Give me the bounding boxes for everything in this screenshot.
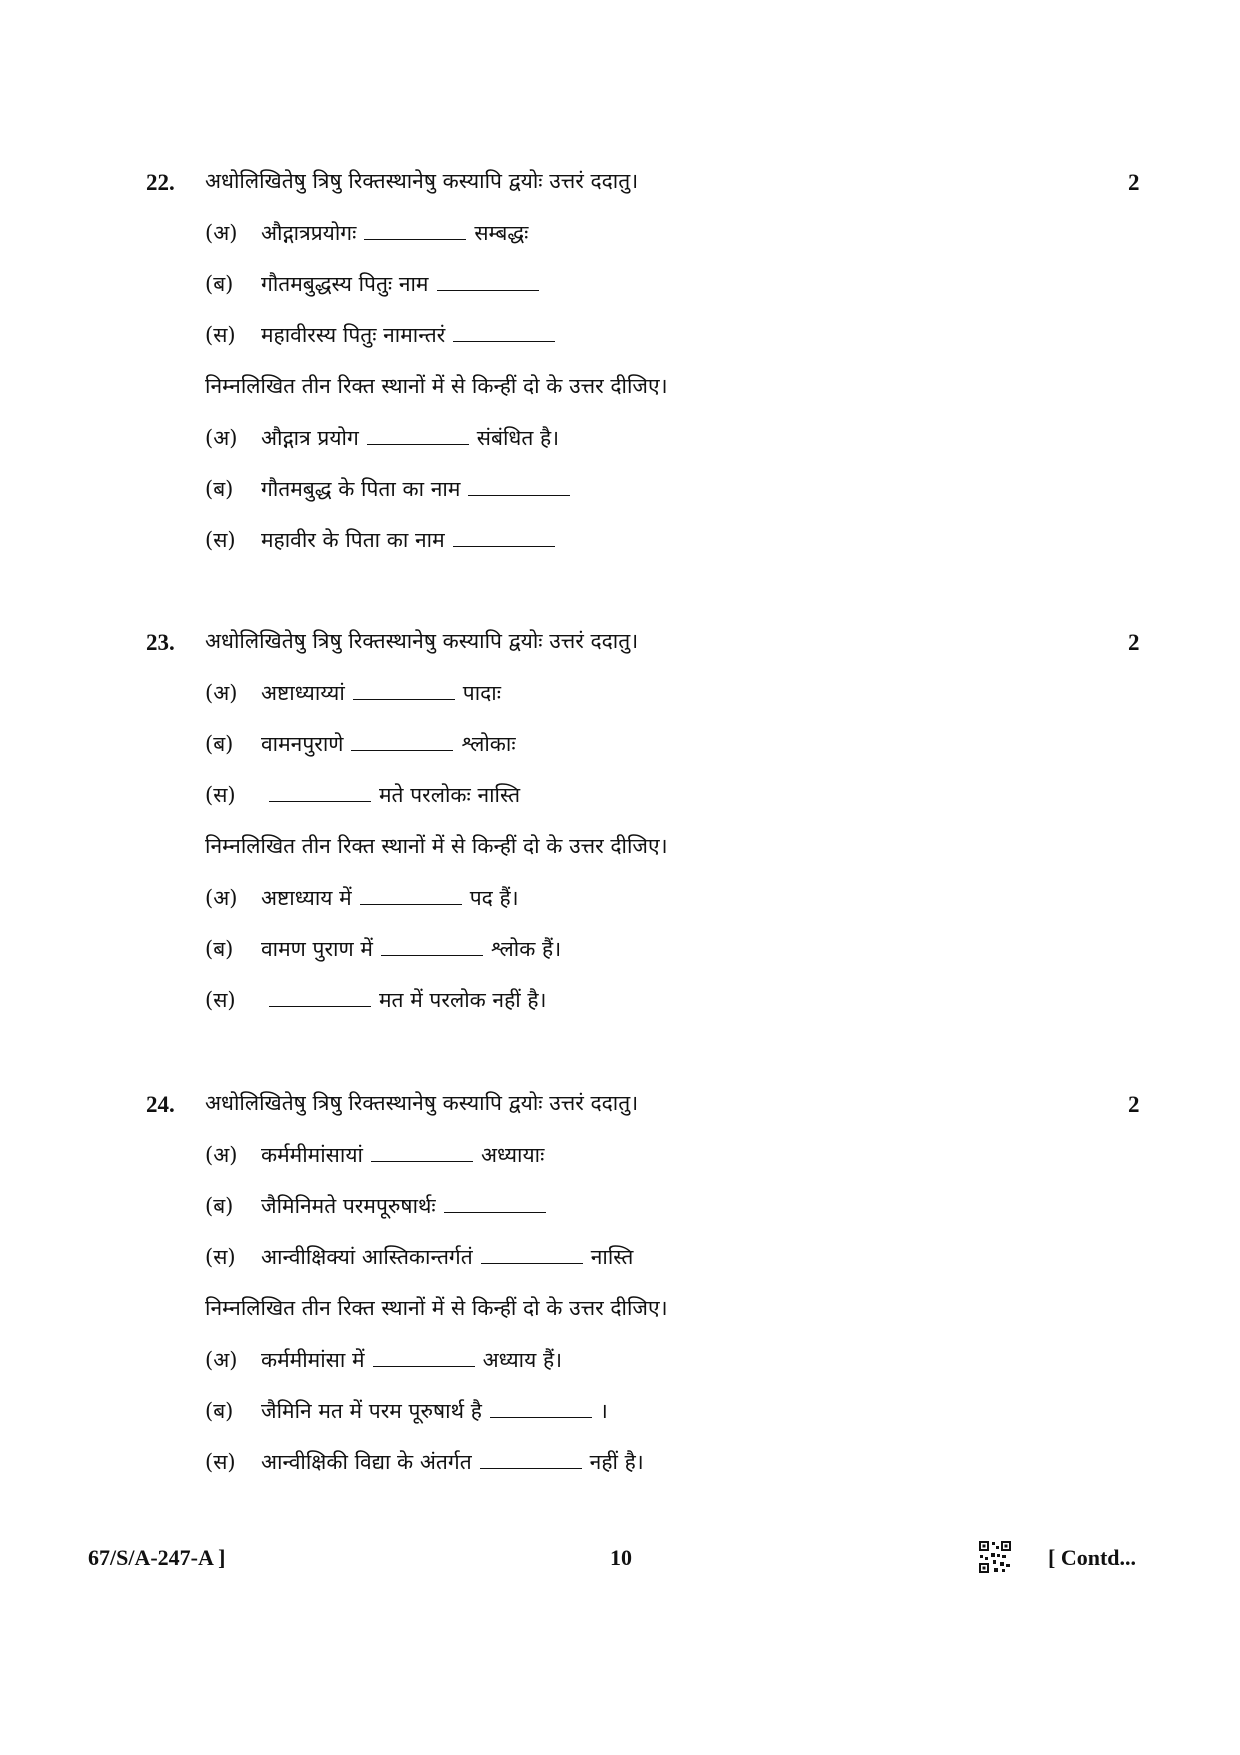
option-text-before: महावीरस्य पितुः नामान्तरं	[261, 323, 446, 347]
option-label: (ब)	[205, 1399, 234, 1423]
option-text-after: मते परलोकः नास्ति	[379, 783, 521, 807]
option-line	[205, 985, 546, 1015]
fill-in-blank[interactable]	[360, 886, 462, 905]
option-text-before: जैमिनिमते परमपूरुषार्थः	[261, 1194, 436, 1218]
question-number: 24.	[146, 1092, 175, 1117]
option-line	[205, 1396, 608, 1426]
option-text-after: मत में परलोक नहीं है।	[379, 988, 547, 1012]
option-text-after: श्लोकाः	[461, 732, 516, 756]
sanskrit-question-stem: अधोलिखितेषु त्रिषु रिक्तस्थानेषु कस्यापि द्वयोः उत्तरं ददातु।	[205, 629, 639, 653]
option-line	[205, 729, 516, 759]
option-text-after: ।	[599, 1399, 608, 1423]
option-label: (अ)	[205, 1348, 238, 1372]
fill-in-blank[interactable]	[453, 528, 555, 547]
fill-in-blank[interactable]	[269, 988, 371, 1007]
option-line	[205, 474, 578, 504]
hindi-question-stem: निम्नलिखित तीन रिक्त स्थानों में से किन्हीं दो के उत्तर दीजिए।	[205, 834, 668, 858]
option-text-after: श्लोक हैं।	[490, 937, 562, 961]
question-number: 22.	[146, 170, 175, 195]
option-text-before: अष्टाध्याय में	[261, 886, 352, 910]
fill-in-blank[interactable]	[351, 732, 453, 751]
option-text-before: अष्टाध्याय्यां	[261, 681, 345, 705]
option-text-after: पद हैं।	[469, 886, 519, 910]
option-label: (अ)	[205, 426, 238, 450]
option-line	[205, 883, 519, 913]
hindi-question-stem: निम्नलिखित तीन रिक्त स्थानों में से किन्हीं दो के उत्तर दीजिए।	[205, 374, 668, 398]
option-label: (स)	[205, 1245, 236, 1269]
option-line	[205, 1447, 644, 1477]
paper-code: 67/S/A-247-A ]	[88, 1545, 226, 1570]
option-text-before: वामण पुराण में	[261, 937, 373, 961]
option-text-after: नहीं है।	[589, 1450, 644, 1474]
option-line	[205, 320, 563, 350]
option-text-before: गौतमबुद्धस्य पितुः नाम	[261, 272, 429, 296]
question-marks: 2	[1128, 170, 1140, 195]
question-number: 23.	[146, 630, 175, 655]
fill-in-blank[interactable]	[269, 783, 371, 802]
question-marks: 2	[1128, 1092, 1140, 1117]
fill-in-blank[interactable]	[481, 1245, 583, 1264]
option-line	[205, 780, 520, 810]
option-label: (स)	[205, 988, 236, 1012]
option-label: (अ)	[205, 1143, 238, 1167]
option-text-before: कर्ममीमांसायां	[261, 1143, 363, 1167]
fill-in-blank[interactable]	[367, 426, 469, 445]
option-line	[205, 269, 547, 299]
fill-in-blank[interactable]	[353, 681, 455, 700]
fill-in-blank[interactable]	[453, 323, 555, 342]
fill-in-blank[interactable]	[371, 1143, 473, 1162]
option-label: (अ)	[205, 221, 238, 245]
option-text-before: आन्वीक्षिकी विद्या के अंतर्गत	[261, 1450, 472, 1474]
page-number: 10	[610, 1545, 632, 1570]
option-text-after: नास्ति	[590, 1245, 634, 1269]
sanskrit-question-stem: अधोलिखितेषु त्रिषु रिक्तस्थानेषु कस्यापि द्वयोः उत्तरं ददातु।	[205, 1091, 639, 1115]
option-line	[205, 218, 528, 248]
option-label: (ब)	[205, 1194, 234, 1218]
option-text-before: वामनपुराणे	[261, 732, 344, 756]
fill-in-blank[interactable]	[437, 272, 539, 291]
sanskrit-question-stem: अधोलिखितेषु त्रिषु रिक्तस्थानेषु कस्यापि द्वयोः उत्तरं ददातु।	[205, 169, 639, 193]
option-text-before: गौतमबुद्ध के पिता का नाम	[261, 477, 461, 501]
fill-in-blank[interactable]	[490, 1399, 592, 1418]
option-label: (ब)	[205, 732, 234, 756]
option-line	[205, 1345, 562, 1375]
continued-label: [ Contd...	[1048, 1545, 1137, 1570]
fill-in-blank[interactable]	[364, 221, 466, 240]
option-text-before: आन्वीक्षिक्यां आस्तिकान्तर्गतं	[261, 1245, 473, 1269]
fill-in-blank[interactable]	[373, 1348, 475, 1367]
option-text-after: पादाः	[462, 681, 501, 705]
option-line	[205, 1140, 544, 1170]
fill-in-blank[interactable]	[480, 1450, 582, 1469]
option-text-after: अध्याय हैं।	[482, 1348, 563, 1372]
qr-code-icon	[978, 1540, 1012, 1574]
option-label: (स)	[205, 783, 236, 807]
option-text-after: संबंधित है।	[476, 426, 560, 450]
fill-in-blank[interactable]	[444, 1194, 546, 1213]
option-text-before: औद्गात्र प्रयोग	[261, 426, 359, 450]
fill-in-blank[interactable]	[468, 477, 570, 496]
option-label: (ब)	[205, 272, 234, 296]
option-line	[205, 934, 561, 964]
option-text-before: औद्गात्रप्रयोगः	[261, 221, 357, 245]
option-label: (स)	[205, 1450, 236, 1474]
option-label: (ब)	[205, 477, 234, 501]
option-text-after: सम्बद्धः	[474, 221, 529, 245]
option-text-before: जैमिनि मत में परम पूरुषार्थ है	[261, 1399, 482, 1423]
option-line	[205, 423, 559, 453]
option-label: (ब)	[205, 937, 234, 961]
option-text-before: महावीर के पिता का नाम	[261, 528, 445, 552]
option-text-after: अध्यायाः	[480, 1143, 545, 1167]
option-line	[205, 678, 501, 708]
option-label: (स)	[205, 323, 236, 347]
option-label: (अ)	[205, 681, 238, 705]
option-label: (स)	[205, 528, 236, 552]
question-marks: 2	[1128, 630, 1140, 655]
fill-in-blank[interactable]	[381, 937, 483, 956]
hindi-question-stem: निम्नलिखित तीन रिक्त स्थानों में से किन्हीं दो के उत्तर दीजिए।	[205, 1296, 668, 1320]
option-line	[205, 525, 563, 555]
option-label: (अ)	[205, 886, 238, 910]
option-line	[205, 1242, 633, 1272]
option-text-before: कर्ममीमांसा में	[261, 1348, 365, 1372]
option-line	[205, 1191, 554, 1221]
